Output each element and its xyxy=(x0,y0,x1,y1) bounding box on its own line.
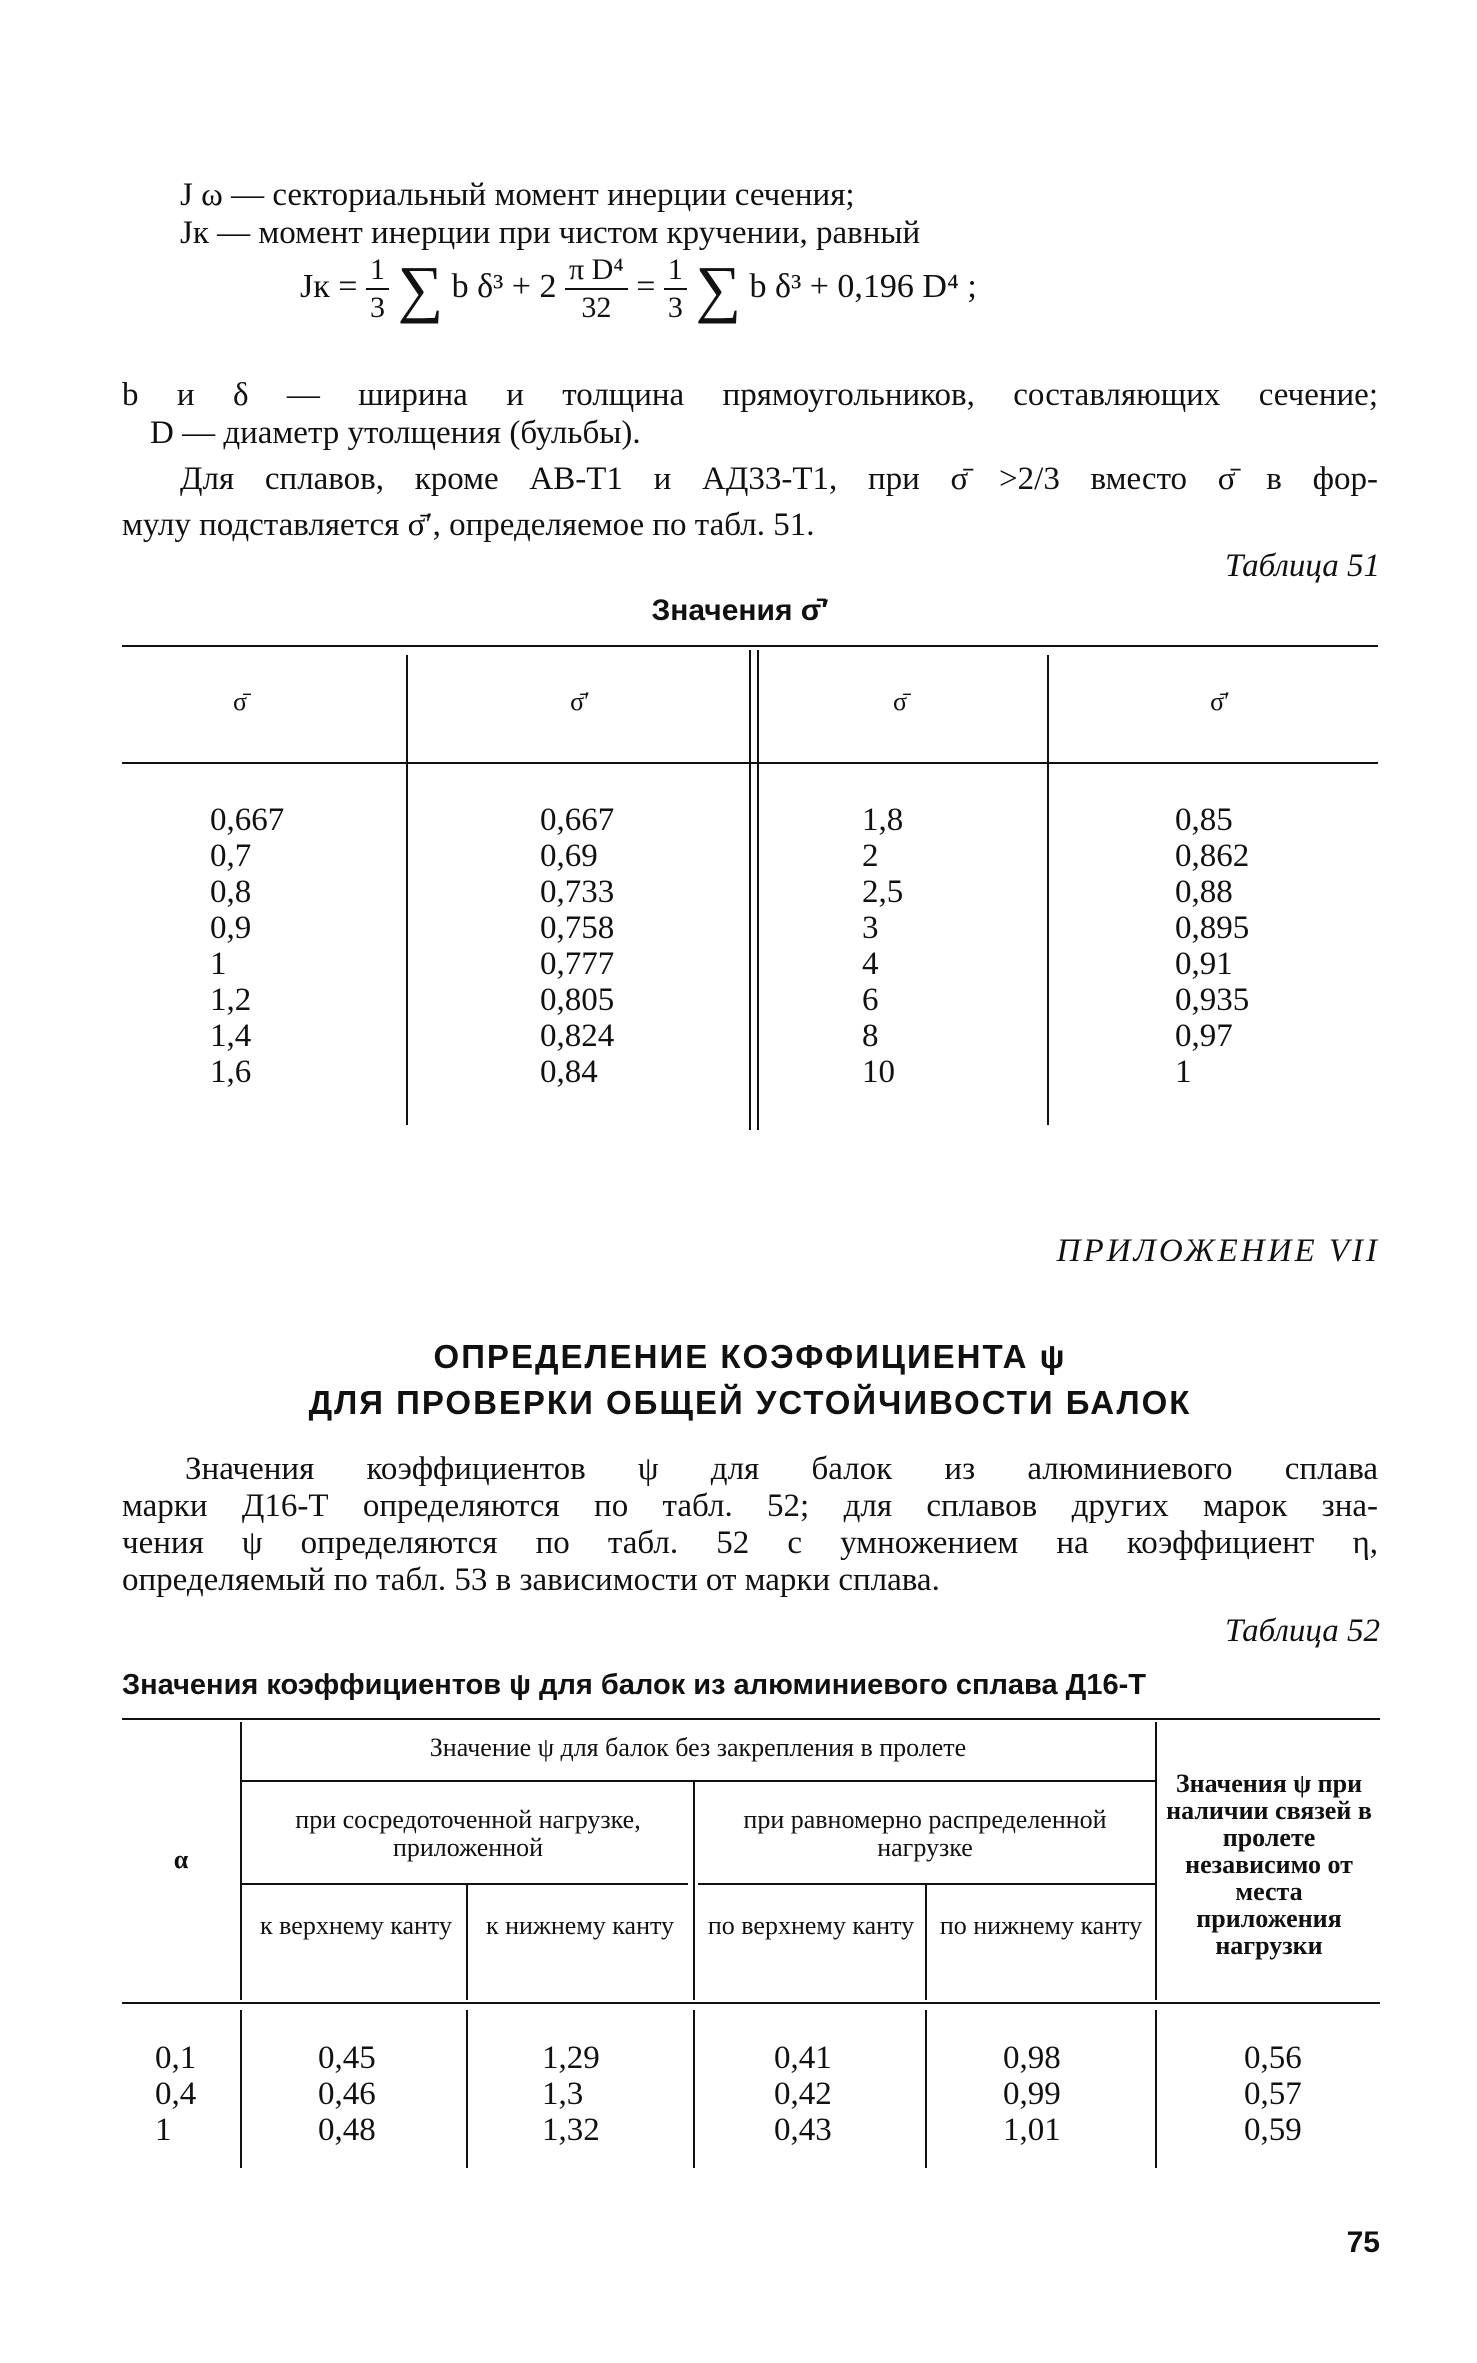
table52-header-uniform: при равномерно распределенной нагрузке xyxy=(743,1805,1107,1862)
table52-group-rule xyxy=(242,1780,1155,1782)
fraction-one-third-2: $\frac{1}{3}$ xyxy=(664,252,687,326)
table52-column-concentrated-lower: 1,29 1,3 1,32 xyxy=(542,2040,600,2148)
table52-top-rule xyxy=(122,1718,1380,1720)
table51-divider-1 xyxy=(406,655,408,1125)
table51-divider-2b xyxy=(757,650,759,1130)
table51-column-sigma-2: 1,8 2 2,5 3 4 6 8 10 xyxy=(862,802,904,1090)
table52-divider-u xyxy=(925,1885,927,2000)
appendix-paragraph-line4: определяемый по табл. 53 в зависимости от марки сплава. xyxy=(122,1562,940,1598)
definition-torsion-moment: Jк — момент инерции при чистом кручении, равный xyxy=(180,215,921,251)
formula-term1: b δ³ + 2 xyxy=(451,267,557,305)
table52-divider-bracing-body xyxy=(1155,2010,1157,2168)
appendix-heading-line1: ОПРЕДЕЛЕНИЕ КОЭФФИЦИЕНТА ψ xyxy=(433,1338,1067,1375)
paragraph-alloys-line2: мулу подставляется σ̄′, определяемое по табл. 51. xyxy=(122,507,815,543)
page-number: 75 xyxy=(1346,2226,1380,2259)
formula-equals: = xyxy=(636,267,656,305)
table52-header-alpha: α xyxy=(173,1845,189,1874)
appendix-label: ПРИЛОЖЕНИЕ VII xyxy=(1056,1233,1380,1269)
table52-divider-c-body xyxy=(466,2010,468,2168)
table51-label: Таблица 51 xyxy=(1225,548,1380,584)
table52-column-uniform-lower: 0,98 0,99 1,01 xyxy=(1003,2040,1061,2148)
table52-sub-rule-u xyxy=(698,1883,1155,1885)
table52-header-group: Значение ψ для балок без закрепления в пролете xyxy=(429,1733,967,1762)
table52-label: Таблица 52 xyxy=(1225,1613,1380,1649)
formula-term2: b δ³ + 0,196 D⁴ ; xyxy=(749,267,977,305)
table51-header-sigmaprime-1: σ̄′ xyxy=(570,687,590,716)
table51-header-sigma-1: σ̄ xyxy=(232,687,247,716)
table52-header-to-lower: к нижнему канту xyxy=(485,1911,675,1940)
fraction-pi-d4-32: $\frac{\text{π D⁴}}{32}$ xyxy=(565,252,628,326)
torsion-formula xyxy=(300,252,977,352)
sum-symbol-2: ∑ xyxy=(695,253,742,324)
appendix-paragraph-line1: Значения коэффициентов ψ для балок из алюминиевого сплава xyxy=(185,1451,1378,1487)
table52-divider-alpha-body xyxy=(240,2010,242,2168)
table51-header-sigma-2: σ̄ xyxy=(892,687,907,716)
table51-title: Значения σ̄′ xyxy=(651,594,829,627)
table52-header-concentrated: при сосредоточенной нагрузке, приложенной xyxy=(295,1805,641,1862)
table52-header-on-upper: по верхнему канту xyxy=(707,1911,915,1940)
table51-divider-3 xyxy=(1047,655,1049,1125)
appendix-heading-line2: ДЛЯ ПРОВЕРКИ ОБЩЕЙ УСТОЙЧИВОСТИ БАЛОК xyxy=(308,1384,1192,1421)
table51-column-sigmaprime-2: 0,85 0,862 0,88 0,895 0,91 0,935 0,97 1 xyxy=(1175,802,1250,1090)
appendix-paragraph-line3: чения ψ определяются по табл. 52 с умножением на коэффициент η, xyxy=(122,1525,1378,1561)
table52-column-concentrated-upper: 0,45 0,46 0,48 xyxy=(318,2040,376,2148)
table52-header-on-lower: по нижнему канту xyxy=(939,1911,1143,1940)
table52-divider-bracing xyxy=(1155,1722,1157,2000)
table52-header-rule xyxy=(122,2002,1380,2004)
definition-diameter: D — диаметр утолщения (бульбы). xyxy=(150,415,641,451)
table51-top-rule xyxy=(122,645,1378,647)
table52-title: Значения коэффициентов ψ для балок из алюминиевого сплава Д16-Т xyxy=(122,1669,1146,1701)
fraction-one-third: $\frac{1}{3}$ xyxy=(366,252,389,326)
appendix-paragraph-line2: марки Д16-Т определяются по табл. 52; для сплавов других марок зна- xyxy=(122,1488,1378,1524)
table52-divider-c xyxy=(466,1885,468,2000)
definition-sectorial-moment: J ω — секториальный момент инерции сечения; xyxy=(180,177,855,213)
table52-sub-rule-c xyxy=(242,1883,688,1885)
sum-symbol: ∑ xyxy=(397,253,444,324)
table52-divider-load-type-body xyxy=(693,2010,695,2168)
formula-lhs: Jк = xyxy=(300,267,358,305)
table52-divider-u-body xyxy=(925,2010,927,2168)
paragraph-alloys-line1: Для сплавов, кроме АВ-Т1 и АД33-Т1, при σ̄ >2/3 вместо σ̄ в фор- xyxy=(180,461,1378,497)
table52-divider-load-type xyxy=(693,1782,695,2000)
table51-divider-2a xyxy=(749,650,751,1130)
table51-column-sigma-1: 0,667 0,7 0,8 0,9 1 1,2 1,4 1,6 xyxy=(210,802,285,1090)
table52-divider-alpha xyxy=(240,1722,242,2000)
table52-header-to-upper: к верхнему канту xyxy=(260,1911,452,1940)
table52-column-uniform-upper: 0,41 0,42 0,43 xyxy=(774,2040,832,2148)
table51-column-sigmaprime-1: 0,667 0,69 0,733 0,758 0,777 0,805 0,824 0,84 xyxy=(540,802,615,1090)
table52-header-bracing: Значения ψ при наличии связей в пролете независимо от места приложения нагрузки xyxy=(1166,1769,1372,1960)
table52-column-braced: 0,56 0,57 0,59 xyxy=(1244,2040,1302,2148)
table52-column-alpha: 0,1 0,4 1 xyxy=(155,2040,197,2148)
definition-b-delta: b и δ — ширина и толщина прямоугольников, составляющих сечение; xyxy=(122,377,1378,413)
table51-header-sigmaprime-2: σ̄′ xyxy=(1210,687,1230,716)
